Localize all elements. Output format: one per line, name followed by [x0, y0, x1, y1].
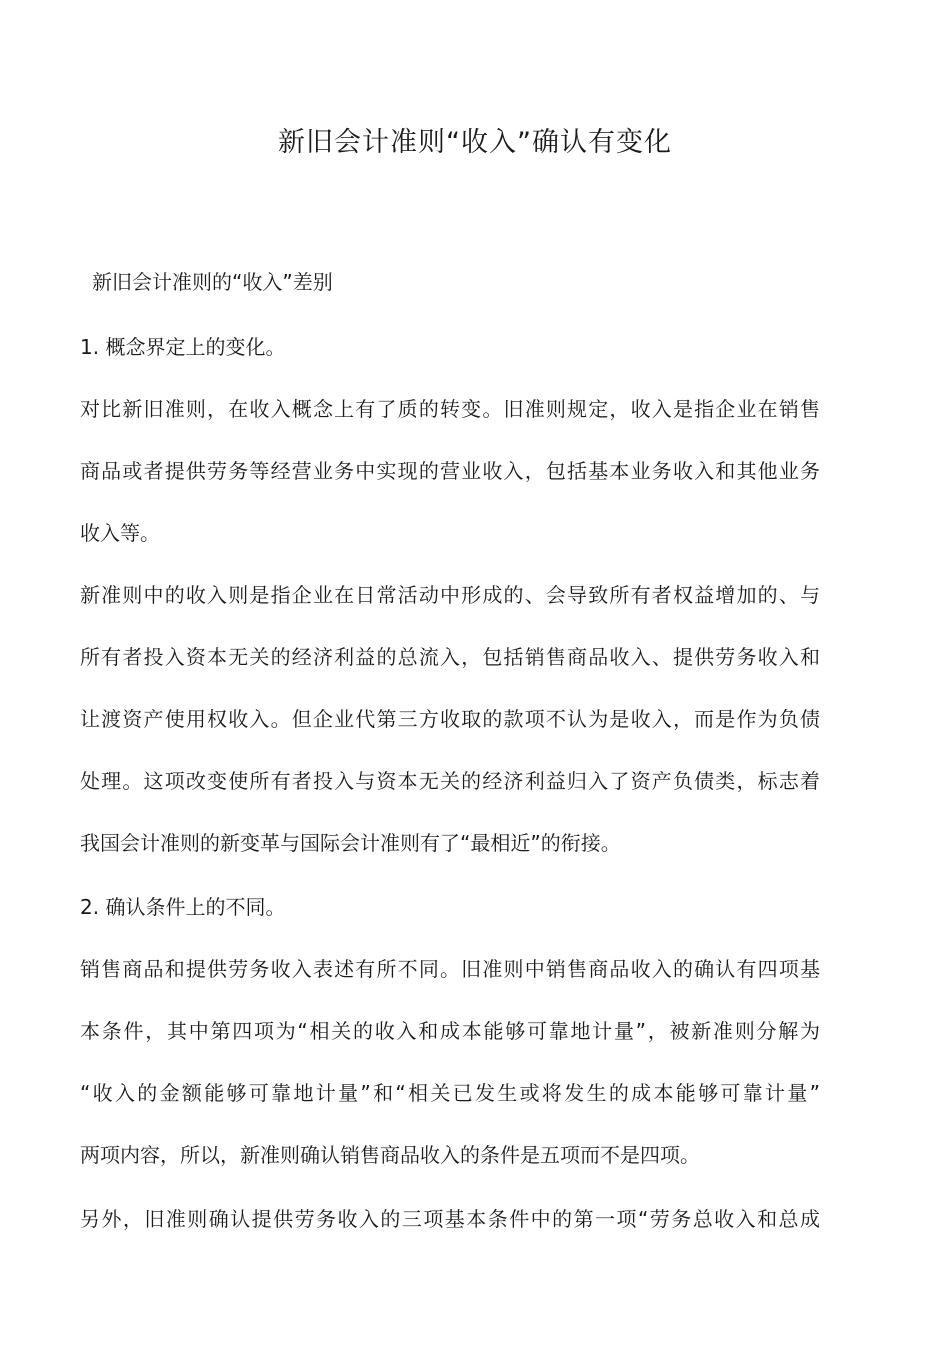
paragraph-2-line-1: 新准则中的收入则是指企业在日常活动中形成的、会导致所有者权益增加的、与 [80, 583, 820, 607]
paragraph-3-line-4: 两项内容，所以，新准则确认销售商品收入的条件是五项而不是四项。 [80, 1143, 700, 1167]
paragraph-3-line-3: “收入的金额能够可靠地计量”和“相关已发生或将发生的成本能够可靠计量” [80, 1081, 820, 1105]
paragraph-2-line-2: 所有者投入资本无关的经济利益的总流入，包括销售商品收入、提供劳务收入和 [80, 645, 820, 669]
point-1-heading: 1. 概念界定上的变化。 [80, 335, 286, 359]
paragraph-4-line-1: 另外，旧准则确认提供劳务收入的三项基本条件中的第一项“劳务总收入和总成 [80, 1207, 820, 1231]
paragraph-3-line-1: 销售商品和提供劳务收入表述有所不同。旧准则中销售商品收入的确认有四项基 [80, 957, 820, 981]
paragraph-3-line-2: 本条件，其中第四项为“相关的收入和成本能够可靠地计量”，被新准则分解为 [80, 1019, 820, 1043]
paragraph-1-line-3: 收入等。 [80, 521, 160, 545]
point-2-heading: 2. 确认条件上的不同。 [80, 895, 286, 919]
section-heading: 新旧会计准则的“收入”差别 [92, 270, 333, 294]
paragraph-2-line-4: 处理。这项改变使所有者投入与资本无关的经济利益归入了资产负债类，标志着 [80, 769, 820, 793]
paragraph-1-line-2: 商品或者提供劳务等经营业务中实现的营业收入，包括基本业务收入和其他业务 [80, 459, 820, 483]
paragraph-1-line-1: 对比新旧准则，在收入概念上有了质的转变。旧准则规定，收入是指企业在销售 [80, 397, 820, 421]
paragraph-2-line-5: 我国会计准则的新变革与国际会计准则有了“最相近”的衔接。 [80, 831, 621, 855]
document-title: 新旧会计准则“收入”确认有变化 [278, 127, 672, 158]
paragraph-2-line-3: 让渡资产使用权收入。但企业代第三方收取的款项不认为是收入，而是作为负债 [80, 707, 820, 731]
